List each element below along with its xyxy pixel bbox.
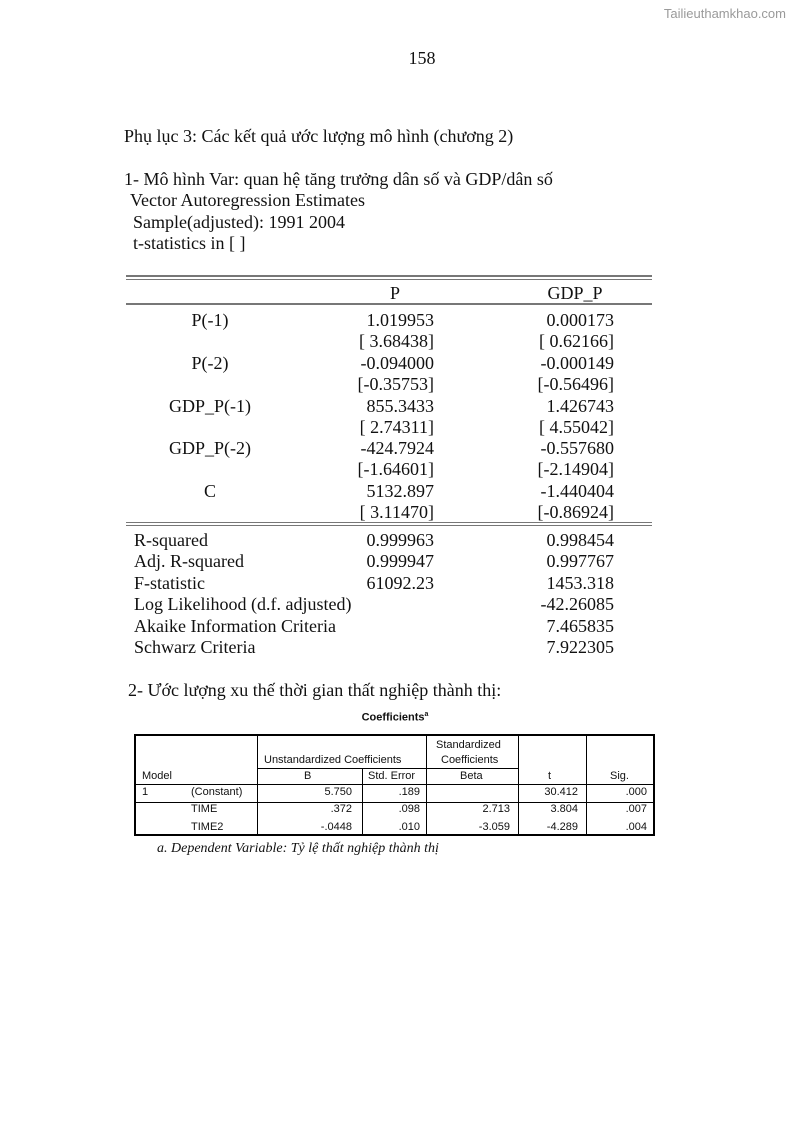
var-stat-label: Adj. R-squared: [134, 551, 244, 571]
header-beta: Beta: [460, 770, 483, 782]
var-table-top-rule: [126, 275, 652, 277]
model-number: 1: [142, 786, 149, 798]
var-cell-gdp-p: -0.000149: [540, 353, 614, 373]
var-cell-p: 0.999947: [366, 551, 434, 571]
var-row-label: GDP_P(-1): [168, 396, 251, 416]
var-cell-p: 1.019953: [366, 310, 434, 330]
var-stat-label: R-squared: [134, 530, 208, 550]
cell-beta: 2.713: [482, 803, 510, 815]
cell-std-error: .010: [398, 821, 420, 833]
t-statistics-note: t-statistics in [ ]: [133, 233, 246, 253]
var-cell-p: [ 3.68438]: [359, 331, 434, 351]
var-cell-p: 0.999963: [366, 530, 434, 550]
var-header-gdp-p: GDP_P: [547, 283, 603, 303]
grid-line: [257, 736, 258, 836]
header-sig: Sig.: [610, 770, 629, 782]
section2-title: 2- Ước lượng xu thế thời gian thất nghiệp thành thị:: [128, 680, 502, 700]
var-cell-gdp-p: -42.26085: [540, 594, 614, 614]
var-cell-p: [ 3.11470]: [359, 502, 434, 522]
cell-t: -4.289: [546, 821, 578, 833]
var-cell-gdp-p: 0.000173: [546, 310, 614, 330]
var-cell-p: 5132.897: [366, 481, 434, 501]
var-estimates-heading: Vector Autoregression Estimates: [130, 190, 365, 210]
var-row-label: P(-2): [191, 353, 229, 373]
dependent-variable-footnote: a. Dependent Variable: Tỷ lệ thất nghiệp thành thị: [157, 841, 439, 856]
var-cell-gdp-p: -0.557680: [540, 438, 614, 458]
coefficients-table: [134, 734, 655, 836]
grid-line: [136, 784, 653, 785]
cell-std-error: .189: [398, 786, 420, 798]
var-cell-gdp-p: 1.426743: [546, 396, 614, 416]
var-header-p: P: [389, 283, 400, 303]
var-stat-label: Akaike Information Criteria: [134, 616, 336, 636]
var-cell-p: -0.094000: [360, 353, 434, 373]
grid-line: [518, 736, 519, 836]
row-name: TIME2: [191, 821, 224, 833]
cell-b: 5.750: [324, 786, 352, 798]
header-standardized: Standardized: [436, 739, 501, 751]
var-cell-gdp-p: 1453.318: [546, 573, 614, 593]
header-unstandardized: Unstandardized Coefficients: [264, 754, 402, 766]
coefficients-title-footnote-mark: a: [424, 711, 429, 718]
var-cell-gdp-p: [-2.14904]: [537, 459, 614, 479]
grid-line: [426, 736, 427, 836]
var-cell-p: [-0.35753]: [357, 374, 434, 394]
var-cell-p: [ 2.74311]: [359, 417, 434, 437]
header-model: Model: [142, 770, 172, 782]
var-cell-gdp-p: 0.998454: [546, 530, 614, 550]
var-cell-p: 855.3433: [366, 396, 434, 416]
row-name: TIME: [191, 803, 218, 815]
grid-line: [257, 768, 518, 769]
cell-sig: .000: [625, 786, 647, 798]
var-cell-p: 61092.23: [366, 573, 434, 593]
var-stat-label: F-statistic: [134, 573, 205, 593]
cell-t: 3.804: [550, 803, 578, 815]
cell-sig: .004: [625, 821, 647, 833]
var-stat-label: Log Likelihood (d.f. adjusted): [134, 594, 352, 614]
coefficients-title-text: Coefficients: [361, 711, 425, 724]
coefficients-table-title: [0, 711, 790, 724]
var-table-top-rule-2: [126, 279, 652, 280]
header-b: B: [304, 770, 312, 782]
var-cell-gdp-p: 7.465835: [546, 616, 614, 636]
cell-std-error: .098: [398, 803, 420, 815]
var-row-label: C: [203, 481, 216, 501]
header-t: t: [548, 770, 552, 782]
grid-line: [586, 736, 587, 836]
header-std-error: Std. Error: [368, 770, 416, 782]
var-row-label: GDP_P(-2): [168, 438, 251, 458]
var-table-stats-rule-2: [126, 525, 652, 526]
var-row-label: P(-1): [191, 310, 229, 330]
var-cell-p: [-1.64601]: [357, 459, 434, 479]
var-cell-gdp-p: [-0.86924]: [537, 502, 614, 522]
var-cell-p: -424.7924: [360, 438, 434, 458]
cell-t: 30.412: [544, 786, 578, 798]
var-cell-gdp-p: [-0.56496]: [537, 374, 614, 394]
watermark: Tailieuthamkhao.com: [663, 6, 786, 21]
row-name: (Constant): [191, 786, 243, 798]
page-number: 158: [408, 48, 436, 68]
sample-period: Sample(adjusted): 1991 2004: [133, 212, 345, 232]
var-cell-gdp-p: -1.440404: [540, 481, 614, 501]
var-cell-gdp-p: [ 0.62166]: [539, 331, 614, 351]
var-cell-gdp-p: 7.922305: [546, 637, 614, 657]
cell-beta: -3.059: [478, 821, 510, 833]
header-coefficients: Coefficients: [441, 754, 499, 766]
var-stat-label: Schwarz Criteria: [134, 637, 256, 657]
cell-b: -.0448: [320, 821, 352, 833]
cell-sig: .007: [625, 803, 647, 815]
var-cell-gdp-p: 0.997767: [546, 551, 614, 571]
appendix-title: Phụ lục 3: Các kết quả ước lượng mô hình (chương 2): [124, 126, 514, 146]
section1-title: 1- Mô hình Var: quan hệ tăng trưởng dân số và GDP/dân số: [124, 169, 553, 189]
var-cell-gdp-p: [ 4.55042]: [539, 417, 614, 437]
cell-b: .372: [330, 803, 352, 815]
